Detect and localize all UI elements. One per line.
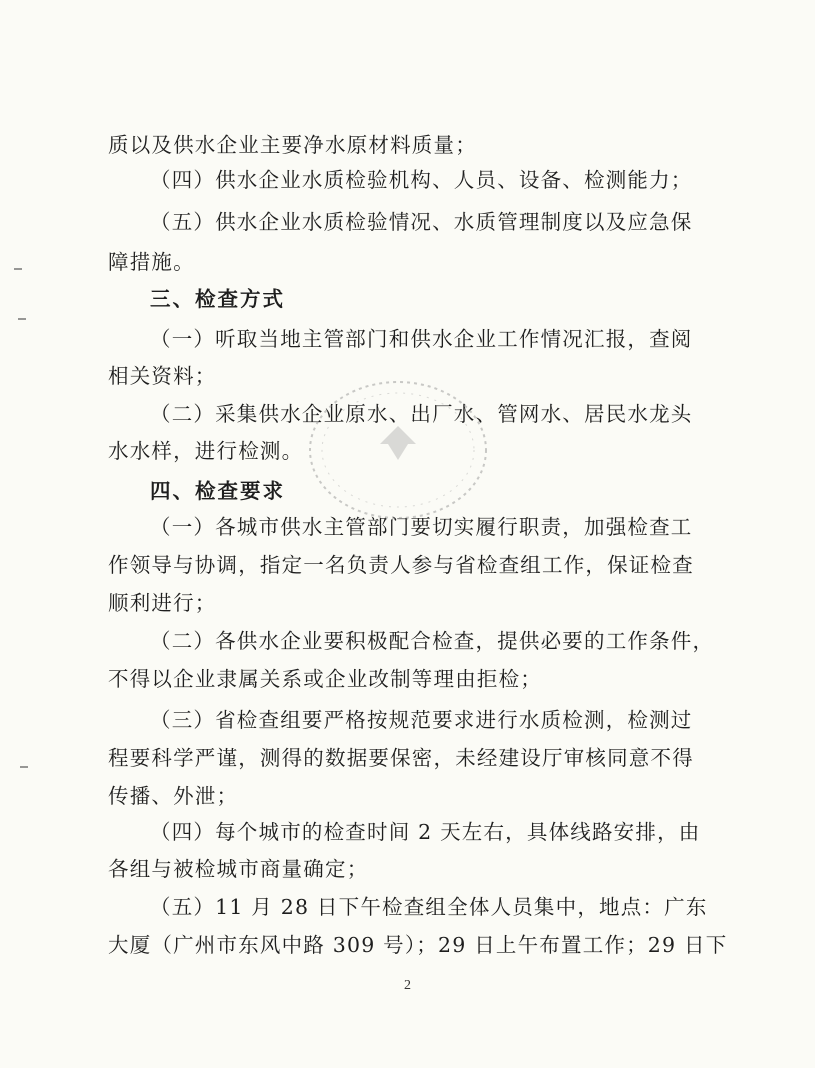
paragraph-line: （五）11 月 28 日下午检查组全体人员集中，地点：广东 [150, 895, 708, 919]
paragraph-line: （一）听取当地主管部门和供水企业工作情况汇报，查阅 [150, 327, 693, 351]
paragraph-line: （四）供水企业水质检验机构、人员、设备、检测能力； [150, 168, 693, 192]
paragraph-line: 顺利进行； [108, 591, 217, 615]
paragraph-line: （五）供水企业水质检验情况、水质管理制度以及应急保 [150, 210, 693, 234]
page-number: 2 [404, 978, 411, 993]
section-heading: 三、检查方式 [150, 287, 285, 311]
paragraph-line: 障措施。 [108, 250, 195, 274]
paragraph-line: 质以及供水企业主要净水原材料质量； [108, 133, 477, 157]
paragraph-line: （二）采集供水企业原水、出厂水、管网水、居民水龙头 [150, 402, 693, 426]
paragraph-line: 不得以企业隶属关系或企业改制等理由拒检； [108, 667, 542, 691]
paragraph-line: 水水样，进行检测。 [108, 439, 304, 463]
paragraph-line: （四）每个城市的检查时间 2 天左右，具体线路安排，由 [150, 820, 701, 844]
section-heading: 四、检查要求 [150, 479, 285, 503]
scan-speck [14, 268, 22, 270]
scan-speck [20, 766, 28, 768]
paragraph-line: （二）各供水企业要积极配合检查，提供必要的工作条件， [150, 629, 715, 653]
paragraph-line: 相关资料； [108, 364, 217, 388]
paragraph-line: 各组与被检城市商量确定； [108, 857, 369, 881]
paragraph-line: （三）省检查组要严格按规范要求进行水质检测，检测过 [150, 708, 693, 732]
paragraph-line: 作领导与协调，指定一名负责人参与省检查组工作，保证检查 [108, 553, 694, 577]
paragraph-line: （一）各城市供水主管部门要切实履行职责，加强检查工 [150, 515, 693, 539]
paragraph-line: 传播、外泄； [108, 784, 239, 808]
paragraph-line: 程要科学严谨，测得的数据要保密，未经建设厅审核同意不得 [108, 746, 694, 770]
paragraph-line: 大厦（广州市东风中路 309 号）；29 日上午布置工作；29 日下 [108, 933, 728, 957]
scan-speck [18, 318, 26, 320]
